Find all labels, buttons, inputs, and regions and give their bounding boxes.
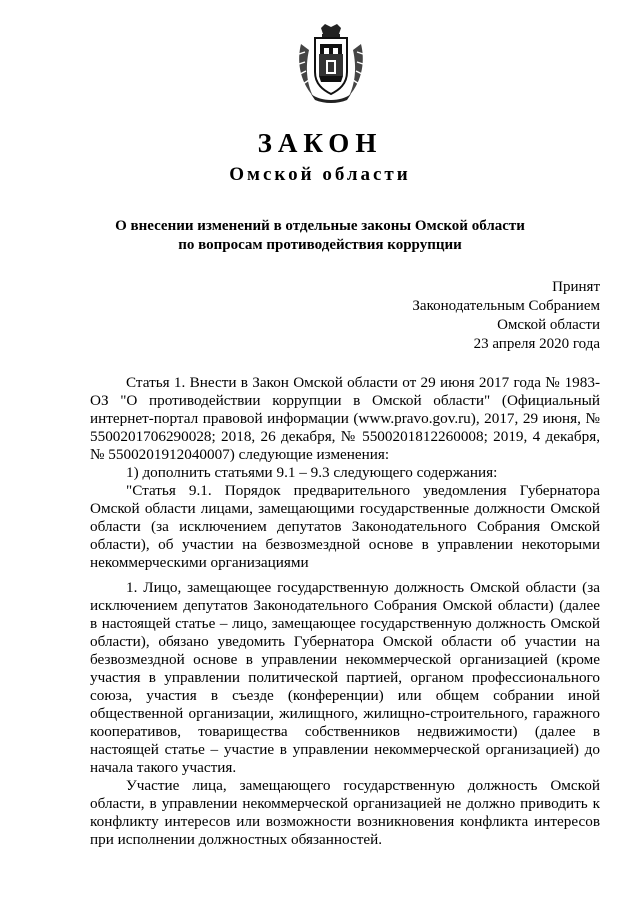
adoption-line-3: Омской области [497, 317, 600, 333]
item-1-paragraph: 1) дополнить статьями 9.1 – 9.3 следующего содержания: [126, 464, 498, 481]
adoption-line-2: Законодательным Собранием [412, 298, 600, 314]
adoption-block [412, 278, 600, 354]
body-block-1 [90, 374, 600, 572]
coat-of-arms-emblem [295, 24, 367, 104]
paragraph-1: 1. Лицо, замещающее государственную должность Омской области (за исключением депутатов Законодательного Собрания Омской области) (далее в настоящей статье – лицо, замещающее государственную должность Омской области), обязано уведомить Губернатора Омской области об участии на безвозмездной основе в управлении некоммерческой организацией (кроме участия в управлении политической партией, органом профессионального союза, участия в съезде (конференции) или общем собрании иной общественной организации, жилищного, жилищно-строительного, гаражного кооперативов, товарищества собственников недвижимости) (далее в настоящей статье – участие в управлении некоммерческой организацией) до начала такого участия. [90, 579, 600, 776]
body-block-2 [90, 579, 600, 849]
paragraph-2: Участие лица, замещающего государственную должность Омской области, в управлении некоммерческой организацией не должно приводить к конфликту интересов или возможности возникновения конфликта интересов при исполнении должностных обязанностей. [90, 777, 600, 848]
article-1-paragraph: Статья 1. Внести в Закон Омской области от 29 июня 2017 года № 1983-ОЗ "О противодействии коррупции в Омской области" (Официальный интернет-портал правовой информации (www.pravo.gov.ru), 2017, 29 июня, № 5500201706290028; 2018, 26 декабря, № 5500201812260008; 2019, 4 декабря, № 5500201912040007) следующие изменения: [90, 374, 600, 463]
law-subtitle [0, 217, 640, 255]
subtitle-line-2: по вопросам противодействия коррупции [178, 237, 462, 253]
article-9-1-heading: "Статья 9.1. Порядок предварительного уведомления Губернатора Омской области лицами, замещающими государственные должности Омской области (за исключением депутатов Законодательного Собрания Омской области), об участии на безвозмездной основе в управлении некоторыми некоммерческими организациями [90, 482, 600, 571]
adoption-line-1: Принят [552, 279, 600, 295]
law-title: ЗАКОН [257, 128, 383, 158]
adoption-date: 23 апреля 2020 года [473, 336, 600, 352]
region-title: Омской области [229, 164, 411, 185]
subtitle-line-1: О внесении изменений в отдельные законы Омской области [115, 218, 525, 234]
